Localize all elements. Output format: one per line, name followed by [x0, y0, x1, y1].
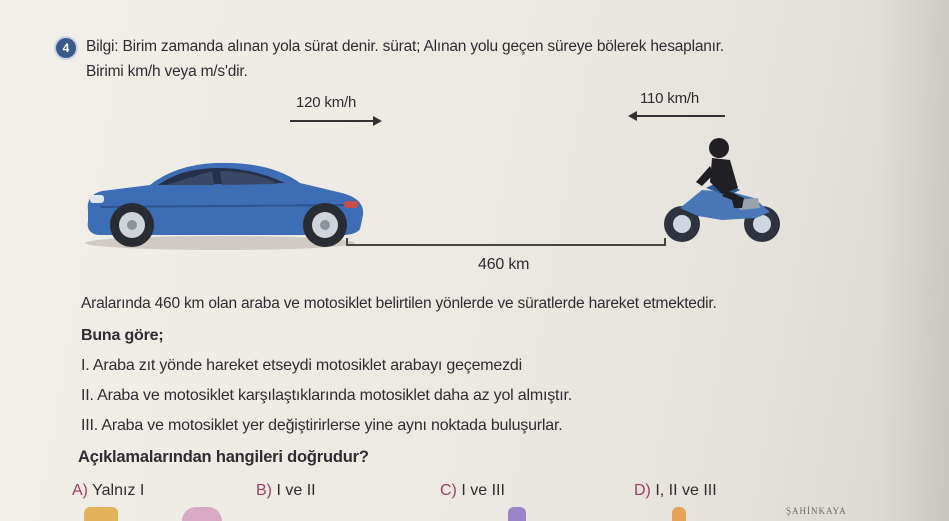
- page-shadow: [879, 0, 949, 521]
- decor-pink-shape: [182, 507, 222, 521]
- option-b[interactable]: [256, 482, 316, 500]
- question-number-badge: 4: [56, 38, 76, 58]
- car-direction-arrow: [290, 120, 380, 122]
- option-a-letter: A): [72, 482, 88, 499]
- question-lead: Buna göre;: [81, 327, 164, 344]
- motorcycle-direction-arrow: [630, 115, 725, 117]
- publisher-brand: ŞAHİNKAYA: [786, 506, 847, 516]
- statement-item-3: III. Araba ve motosiklet yer değiştirirlerse yine aynı noktada buluşurlar.: [81, 417, 563, 434]
- option-d-text: I, II ve III: [655, 482, 717, 499]
- option-c-text: I ve III: [461, 482, 505, 499]
- statement-item-1: I. Araba zıt yönde hareket etseydi motosiklet arabayı geçemezdi: [81, 357, 522, 374]
- car-speed-label: 120 km/h: [296, 94, 357, 111]
- question-statement: Aralarında 460 km olan araba ve motosiklet belirtilen yönlerde ve süratlerde hareket etmektedir.: [81, 295, 717, 312]
- option-d-letter: D): [634, 482, 651, 499]
- motorcycle-speed-label: 110 km/h: [640, 90, 699, 107]
- distance-tick-left: [346, 238, 348, 246]
- info-line-1: Bilgi: Birim zamanda alınan yola sürat denir. sürat; Alınan yolu geçen süreye bölerek hesaplanır.: [86, 38, 725, 55]
- distance-line: [346, 244, 666, 246]
- distance-tick-right: [664, 238, 666, 246]
- option-b-letter: B): [256, 482, 272, 499]
- question-prompt: Açıklamalarından hangileri doğrudur?: [78, 448, 369, 466]
- option-b-text: I ve II: [276, 482, 316, 499]
- option-c[interactable]: [440, 482, 505, 500]
- decor-purple-shape: [508, 507, 526, 521]
- option-a-text: Yalnız I: [92, 482, 145, 499]
- statement-item-2: II. Araba ve motosiklet karşılaştıklarında motosiklet daha az yol almıştır.: [81, 387, 572, 404]
- motorcycle-illustration: [662, 138, 787, 246]
- decor-orange-shape: [672, 507, 686, 521]
- distance-label: 460 km: [478, 256, 530, 273]
- info-line-2: Birimi km/h veya m/s'dir.: [86, 63, 248, 80]
- option-a[interactable]: [72, 482, 144, 500]
- option-d[interactable]: [634, 482, 717, 500]
- option-c-letter: C): [440, 482, 457, 499]
- car-illustration: [80, 155, 370, 255]
- decor-yellow-shape: [84, 507, 118, 521]
